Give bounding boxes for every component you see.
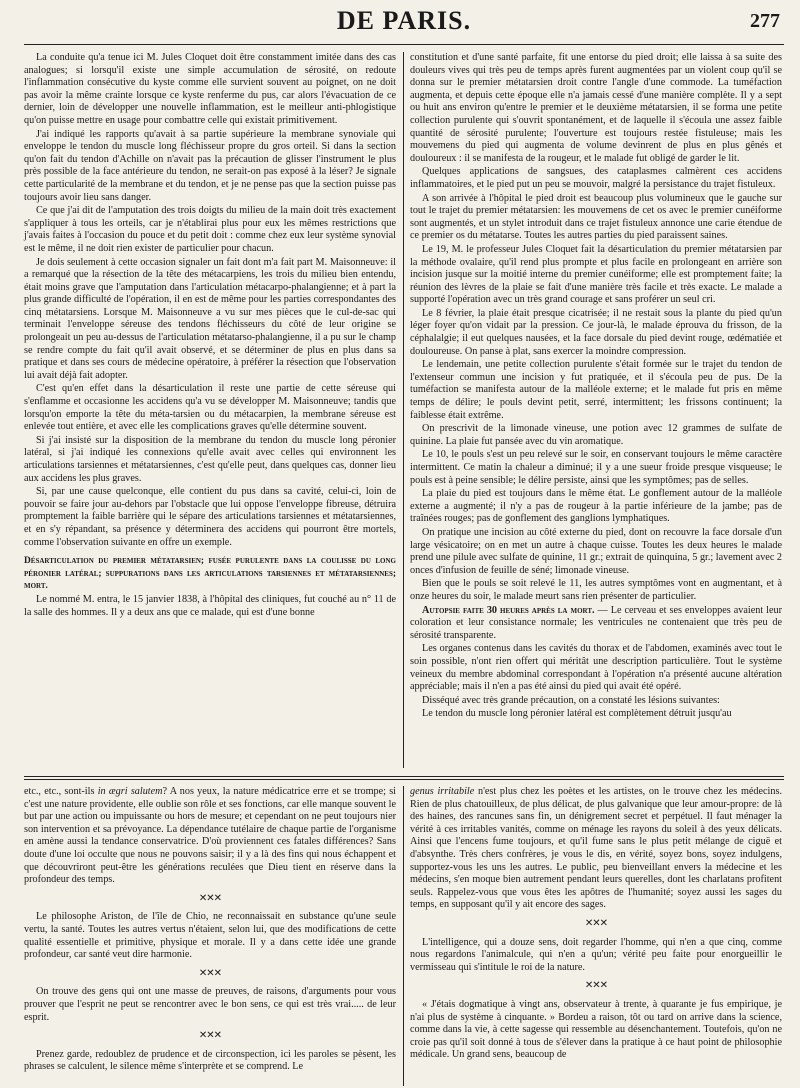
section-divider [24, 779, 784, 780]
newspaper-page [24, 0, 784, 1088]
paragraph: Le 19, M. le professeur Jules Cloquet fait la désarticulation du premier métatarsien par la méthode ovalaire, qu'il rend plus prompte et plus facile en prolongeant en arrière son incision jusque sur la moitié interne du premier cunéiforme; elle est promptement faite; la réunion des lèvres de la plaie se fait d'une manière très facile et très exacte. Le malade a supporté l'opération avec un très grand courage et sans proférer un seul cri. [410, 243, 782, 306]
text-run: etc., etc., sont-ils [24, 786, 98, 797]
lower-left-column [24, 786, 396, 1075]
paragraph: Ce que j'ai dit de l'amputation des trois doigts du milieu de la main doit très exactement s'appliquer à tous les orteils, car je n'établirai plus pour eux les mêmes restrictions que j'avais faites à l'occasion du pouce et du petit doit : comme chez eux leur système synovial est le même, il ne doit rien exister de particulier pour chacun. [24, 205, 396, 254]
page-title: DE PARIS. [336, 6, 472, 35]
paragraph: Le 10, le pouls s'est un peu relevé sur le soir, en conservant toujours le même caractère intermittent. Ce matin la chaleur a diminué; il y a une sueur froide presque visqueuse; le pouls est à peine sensible; le délire persiste, ainsi que les symptômes; pas de selles. [410, 449, 782, 486]
section-divider [24, 776, 784, 777]
paragraph: Disséqué avec très grande précaution, on a constaté les lésions suivantes: [422, 694, 720, 706]
paragraph: Si, par une cause quelconque, elle contient du pus dans sa cavité, celui-ci, loin de pouvoir se faire jour au-dehors par l'obstacle que lui oppose l'enveloppe fibreuse, détruira promptement la faible barrière qui le sépare des articulations tarsiennes et métatarsiennes, et en s'y répandant, sa présence y déterminera des accidens qui pourront être mortels, comme l'observation suivante en offre un exemple. [24, 486, 396, 548]
paragraph: Le philosophe Ariston, de l'île de Chio, ne reconnaissait en substance qu'une seule vertu, la santé. Toutes les autres vertus n'étaient, selon lui, que des modifications de cette qualité essentielle et primitive, physique et morale. Il y a dans cette idée une grande profondeur, car santé veut dire harmonie. [24, 911, 396, 961]
paragraph: Je dois seulement à cette occasion signaler un fait dont m'a fait part M. Maisonneuve: il a remarqué que la résection de la tête des métacarpiens, les trois du milieu bien entendu, était moins grave que l'amputation dans l'articulation métacarpo-phalangienne; et à part la plus grande difficulté de l'opération, il en est de même pour les parties correspondantes des cinq métatarsiens. Lorsque M. Maisonneuve a vu sur mes pièces que le cul-de-sac qui terminait l'enveloppe séreuse des tendons fléchisseurs du côté de leur origine se prolongeait un peu au-dessus de l'articulation métatarso-phalangienne, il a pu sur le champ se rendre compte du fait qu'il avait observé, et se déterminer de plus en plus dans sa pratique et dans ses cours de médecine opératoire, à préférer la résection que l'observation lui avait déjà fait adopter. [24, 256, 396, 381]
autopsy-heading: Autopsie faite 30 heures après la mort. [422, 604, 595, 616]
paragraph: Bien que le pouls se soit relevé le 11, les autres symptômes vont en augmentant, et à onze heures du soir, le malade meurt sans rien présenter de particulier. [410, 578, 782, 602]
paragraph: L'intelligence, qui a douze sens, doit regarder l'homme, qui n'en a que cinq, comme nous regardons l'animalcule, qui n'en a qu'un; vérité peu faite pour enorgueillir le vermisseau qui s'intitule le roi de la nature. [410, 936, 782, 973]
upper-right-column [410, 52, 782, 722]
masthead [24, 0, 784, 45]
case-heading: Désarticulation du premier métatarsien; fusée purulente dans la coulisse du long péronier latéral; suppurations dans les articulations tarsiennes et métatarsiennes; mort. [24, 556, 396, 592]
section-ornament: ✕✕✕ [584, 917, 608, 929]
paragraph: On prescrivit de la limonade vineuse, une potion avec 12 grammes de sulfate de quinine. La plaie fut pansée avec du vin aromatique. [410, 423, 782, 447]
italic-phrase: genus irritabile [410, 786, 475, 797]
lower-right-column [410, 786, 782, 1063]
section-ornament: ✕✕✕ [198, 892, 222, 904]
paragraph: C'est qu'en effet dans la désarticulation il reste une partie de cette séreuse qui s'enflamme et occasionne les accidens qu'a vu se développer M. Maisonneuve; tandis que lorsqu'on emporte la tête du méta-tarsien ou du métacarpien, la membrane séreuse est enlevée tout entière, et avec elle les complications graves qu'elle détermine souvent. [24, 383, 396, 433]
italic-phrase: in ægri salutem [97, 786, 163, 797]
column-divider [403, 786, 404, 1086]
page-number: 277 [750, 10, 780, 32]
paragraph: On pratique une incision au côté externe du pied, dont on recouvre la face dorsale d'un large vésicatoire; on en met un autre à chaque cuisse. Toutes les deux heures le malade prend une pilule avec sulfate de quinine, 11 gr.; extrait de quinquina, 5 gr.; lavement avec 2 onces d'infusion de feuille de séné; limonade vineuse. [410, 526, 782, 576]
paragraph: Le 8 février, la plaie était presque cicatrisée; il ne restait sous la plante du pied qu'un léger foyer qu'on vidait par la pression. Ce jour-là, le malade éprouva du frisson, de la céphalalgie; il eut quelques nausées, et la face dorsale du pied devint rouge, œdématiée et douloureuse. On panse à plat, sans exercer la moindre compression. [410, 307, 782, 357]
paragraph: Quelques applications de sangsues, des cataplasmes calmèrent ces accidens inflammatoires, et le pied put un peu se mouvoir, malgré la persistance du trajet fistuleux. [410, 166, 782, 190]
upper-article [24, 52, 784, 768]
lower-section [24, 786, 784, 1086]
paragraph [410, 786, 782, 912]
section-ornament: ✕✕✕ [584, 980, 608, 992]
text-run: n'est plus chez les poètes et les artistes, on le trouve chez les médecins. Rien de plus chatouilleux, de plus délicat, de plus galvanique que leur amour-propre: de là des haines, des rancunes sans fin, un dénigrement secret et perpétuel. Il faut ménager la vérité à ces irritables vanités, comme on ménage les rayons du soleil à des yeux délicats. Ainsi que l'encens fume toujours, et qu'il fume sans le plus petit mélange de ciguë et d'absynthe. Très chers confrères, je vous le dis, en vérité, soyez bons, soyez indulgens, supportez-vous les uns les autres. Le public, peu bienveillant envers la médecine et les médecins, s'en moque bien autrement pendant leurs querelles, dont les charlatans profitent seuls. Rappelez-vous que vous êtes les apôtres de l'humanité; soyez aussi les sages du temps, en supposant qu'il y ait encore des sages. [410, 786, 782, 911]
paragraph: Le lendemain, une petite collection purulente s'était formée sur le trajet du tendon de l'extenseur commun une incision y fut pratiquée, et il s'écoula peu de pus. De la tuméfaction se manifesta autour de la malléole externe; et le malade fut pris en même temps de délire; le pouls devint petit, serré, intermittent; les frissons continuent; la faiblesse était extrême. [410, 359, 782, 421]
paragraph: A son arrivée à l'hôpital le pied droit est beaucoup plus volumineux que le gauche sur tout le trajet du premier métatarsien: les mouvemens de cet os avec le premier cunéiforme sont augmentés, et un stylet introduit dans ce trajet fistuleux annonce une carie étendue de ce premier os du métatarse. Toutes les autres parties du pied paraissent saines. [410, 192, 782, 242]
section-ornament: ✕✕✕ [198, 967, 222, 979]
paragraph: Le tendon du muscle long péronier latéral est complètement détruit jusqu'au [422, 708, 732, 720]
text-run: ? A nos yeux, la nature médicatrice erre et se trompe; si c'est une nature providente, elle oublie son rôle et ses fonctions, car elle manque souvent le but par une action ou impuissante ou hors de mesure; et cependant on ne peut toujours nier son intervention et sa prévoyance. La dépendance tutélaire de chaque partie de l'organisme en amène aussi la tendance conservatrice. D'où proviennent ces fatales différences? Sans doute d'une loi occulte que nous ne pouvons saisir; il y a là des fins qui nous échappent et que découvriront peut-être les générations reculées que Dieu tient en réserve dans la profondeur des temps. [24, 786, 396, 886]
paragraph: On trouve des gens qui ont une masse de preuves, de raisons, d'arguments pour vous prouver que l'esprit ne peut se rencontrer avec le bon sens, ce qui est très vrai..... de leur esprit. [24, 986, 396, 1023]
upper-left-column [24, 52, 396, 620]
paragraph: Si j'ai insisté sur la disposition de la membrane du tendon du muscle long péronier latéral, si j'ai indiqué les connexions qu'elle avait avec celles qui environnent les articulations tarsiennes et métatarsiennes, c'est qu'elle peut, dans quelques cas, donner lieu aux accidens les plus graves. [24, 434, 396, 484]
autopsy-text: — Le cerveau et ses enveloppes avaient leur coloration et leur consistance normale; les ventricules ne contenaient que très peu de sérosité transparente. [410, 604, 783, 641]
section-ornament: ✕✕✕ [198, 1030, 222, 1042]
paragraph: Prenez garde, redoublez de prudence et de circonspection, ici les paroles se pèsent, les phrases se calculent, le silence même s'interprète et se comprend. Le [24, 1048, 396, 1073]
paragraph: Les organes contenus dans les cavités du thorax et de l'abdomen, examinés avec tout le soin possible, n'ont rien offert qui méritât une description particulière. Tout le système veineux du membre abdominal correspondant à l'opération n'a présenté aucune altération appréciable; mais il n'en a pas été ainsi du pied qui avait été opéré. [410, 643, 782, 693]
paragraph: « J'étais dogmatique à vingt ans, observateur à trente, à quarante je fus empirique, je n'ai plus de système à cinquante. » Bordeu a raison, tôt ou tard on arrive dans la science, comme dans la vie, à cette sagesse qui ressemble au désenchantement. Toutefois, qu'on ne croie pas qu'il soit donné à tous de s'élever dans la pratique à ce haut point de philosophie médicale. Un grand sens, beaucoup de [410, 998, 782, 1061]
paragraph: La conduite qu'a tenue ici M. Jules Cloquet doit être constamment imitée dans des cas analogues; si lorsqu'il existe une simple accumulation de sérosité, on redoute l'inflammation consécutive du kyste comme elle survient souvent au poignet, on ne doit pas avoir la même crainte lorsque ce kyste renferme du pus, car alors l'évacuation de ce dernier, loin de développer une nouvelle inflammation, est le meilleur anti-phlogistique qu'on puisse mettre en usage pour combattre celle qui existait primitivement. [24, 52, 396, 126]
paragraph: Le nommé M. entra, le 15 janvier 1838, à l'hôpital des cliniques, fut couché au n° 11 de la salle des hommes. Il y a deux ans que ce malade, qui est d'une bonne [24, 593, 396, 618]
paragraph: La plaie du pied est toujours dans le même état. Le gonflement autour de la malléole externe a augmenté; il n'y a pas de rougeur à la partie inférieure de la jambe; pas de traînées rouges; pas de gonflement des ganglions lymphatiques. [410, 488, 782, 525]
paragraph [24, 786, 396, 887]
autopsy-paragraph [410, 605, 782, 643]
paragraph: constitution et d'une santé parfaite, fit une entorse du pied droit; elle laissa à sa suite des douleurs vives qui très peu de temps après furent augmentées par un violent coup qu'il se donna sur le premier métatarsien droit contre l'angle d'une commode. La tuméfaction augmenta, et depuis cette époque elle n'a jamais cessé d'une manière complète. Il y a sept ou huit ans environ qu'entre le premier et le deuxième métatarsien, il se forma une petite collection purulente qui s'ouvrit spontanément, et de laquelle il s'écoula une assez faible quantité de sérosité purulente; l'ouverture est toujours restée fistuleuse; mais les mouvemens du pied qui augmenta de volume devinrent de plus en plus gênés et douloureux : il se manifesta de la rougeur, et le malade fut obligé de garder le lit. [410, 52, 782, 164]
column-divider [403, 52, 404, 768]
paragraph: J'ai indiqué les rapports qu'avait à sa partie supérieure la membrane synoviale qui enveloppe le tendon du muscle long fléchisseur propre du gros orteil. Si dans la section qu'on fait du tendon d'Achille on n'avait pas la précaution de glisser l'instrument le plus près possible de la face antérieure du tendon, ne serait-on pas exposé à la léser? Je signale cette particularité de la membrane et du tendon, et je ne pense pas que la section puisse pas toujours avoir lieu sans danger. [24, 128, 396, 203]
